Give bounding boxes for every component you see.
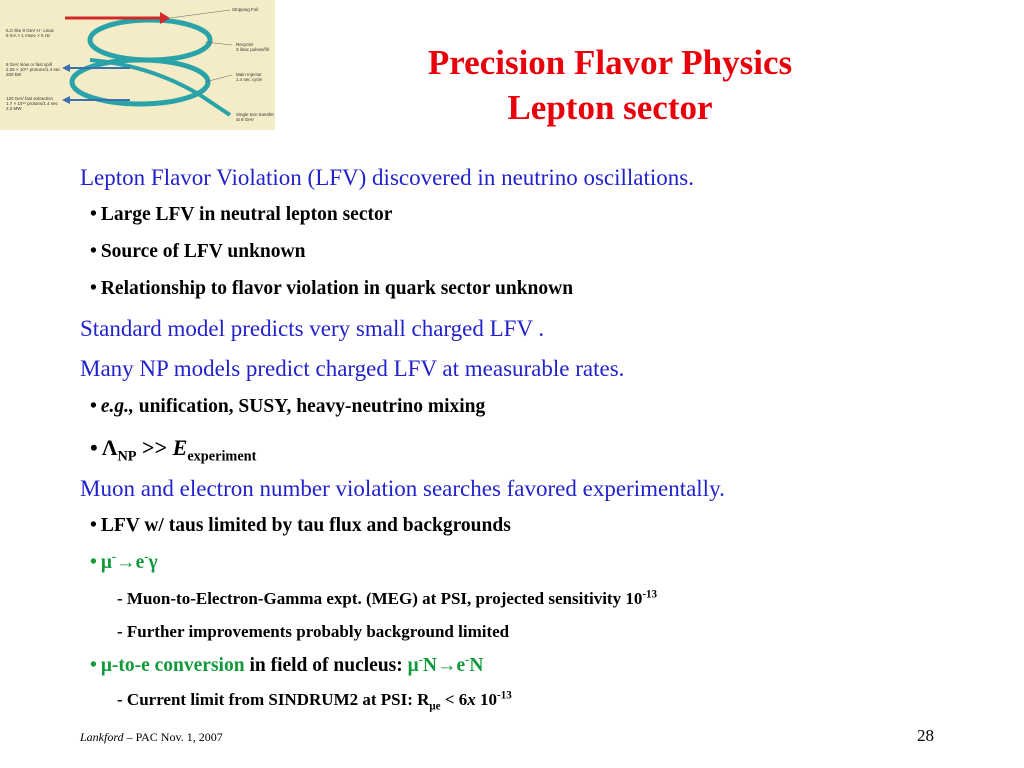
slow-spill-label: 8 GeV slow or fast spill 2.25 × 10¹⁴ protons/1.4 sec 200 kW — [6, 62, 61, 77]
bullet-eg-unification — [90, 396, 485, 418]
main-injector-label: Main Injector 1.4 sec cycle — [236, 72, 263, 82]
sub-meg-expt — [117, 589, 657, 609]
sub-text: - Muon-to-Electron-Gamma expt. (MEG) at PSI, projected sensitivity 10 — [117, 589, 643, 608]
bullet-dot: • — [90, 241, 97, 262]
heading-standard-model: Standard model predicts very small charged LFV . — [80, 316, 545, 341]
exponent-superscript: -13 — [497, 689, 512, 702]
conversion-green-text: μ-to-e conversion — [100, 655, 245, 676]
minus-superscript: - — [418, 652, 423, 667]
x-italic: x — [467, 690, 476, 709]
page-number: 28 — [917, 726, 934, 745]
linac-label: ILC-like 8 GeV H⁻ Linac 9 mA × 1 msec × 5 Hz — [6, 28, 55, 38]
exponent-superscript: -13 — [642, 588, 658, 601]
bullet-mu-to-e-gamma — [90, 549, 158, 574]
footer-event: – PAC Nov. 1, 2007 — [123, 730, 223, 744]
eg-italic: e.g., — [100, 396, 134, 417]
bullet-lfv-taus — [90, 515, 511, 537]
bullet-lambda-np — [90, 435, 257, 465]
minus-superscript: - — [144, 549, 149, 564]
stripping-foil-label: Stripping Foil — [232, 7, 259, 12]
slide-title — [290, 40, 930, 130]
recycler-label: Recycler 3 linac pulses/fill — [236, 42, 269, 52]
bullet-dot: • — [90, 435, 98, 460]
np-subscript: NP — [117, 448, 137, 465]
bullet-dot: • — [90, 204, 97, 225]
bullet-dot: • — [90, 278, 97, 299]
sub-sindrum2-limit — [117, 689, 512, 713]
title-line-1: Precision Flavor Physics — [427, 43, 793, 82]
lambda-symbol: Λ — [101, 435, 118, 460]
bullet-dot: • — [90, 515, 97, 536]
bullet-large-lfv — [90, 204, 392, 226]
gamma-symbol: γ — [148, 552, 158, 573]
bullet-text: LFV w/ taus limited by tau flux and backgrounds — [100, 515, 511, 536]
much-greater-text: >> — [136, 435, 173, 460]
minus-superscript: - — [111, 549, 117, 564]
bullet-dot: • — [90, 396, 97, 417]
heading-np-models: Many NP models predict charged LFV at measurable rates. — [80, 356, 625, 381]
sub-further-improvements: - Further improvements probably background limited — [117, 622, 510, 641]
single-turn-label: Single turn transfer at 8 GeV — [236, 112, 275, 122]
bullet-dot: • — [90, 655, 97, 676]
heading-lfv-discovered: Lepton Flavor Violation (LFV) discovered in neutrino oscillations. — [80, 165, 694, 190]
mu-e-subscript: μe — [429, 700, 441, 713]
experiment-subscript: experiment — [187, 448, 257, 465]
bullet-dot: • — [90, 552, 97, 573]
bullet-text: Large LFV in neutral lepton sector — [100, 204, 393, 225]
arrow-e-text: →e — [116, 552, 145, 573]
bullet-text: Relationship to flavor violation in quark sector unknown — [100, 278, 574, 299]
ten-text: 10 — [475, 690, 498, 709]
bullet-text: unification, SUSY, heavy-neutrino mixing — [133, 396, 486, 417]
fast-extraction-label: 120 GeV fast extraction 1.7 × 10¹⁴ protons/1.4 sec 2.2 MW — [6, 96, 58, 111]
footer-credit — [80, 730, 223, 745]
heading-muon-electron: Muon and electron number violation searches favored experimentally. — [80, 476, 725, 501]
field-of-nucleus-text: in field of nucleus: — [244, 655, 408, 676]
bullet-source-lfv — [90, 241, 305, 263]
accelerator-diagram — [0, 0, 275, 130]
sub-text: - Current limit from SINDRUM2 at PSI: R — [117, 690, 430, 709]
mu-symbol: μ — [407, 655, 419, 676]
bullet-mu-to-e-conversion — [90, 652, 484, 677]
mu-symbol: μ — [100, 552, 112, 573]
bullet-relationship — [90, 278, 573, 300]
e-italic: E — [172, 435, 188, 460]
n-arrow-e-text: N→e — [422, 655, 466, 676]
less-than-text: < 6 — [440, 690, 468, 709]
bullet-text: Source of LFV unknown — [100, 241, 306, 262]
title-line-2: Lepton sector — [507, 88, 713, 127]
n-text: N — [469, 655, 484, 676]
minus-superscript: - — [465, 652, 470, 667]
footer-author: Lankford — [80, 730, 124, 744]
